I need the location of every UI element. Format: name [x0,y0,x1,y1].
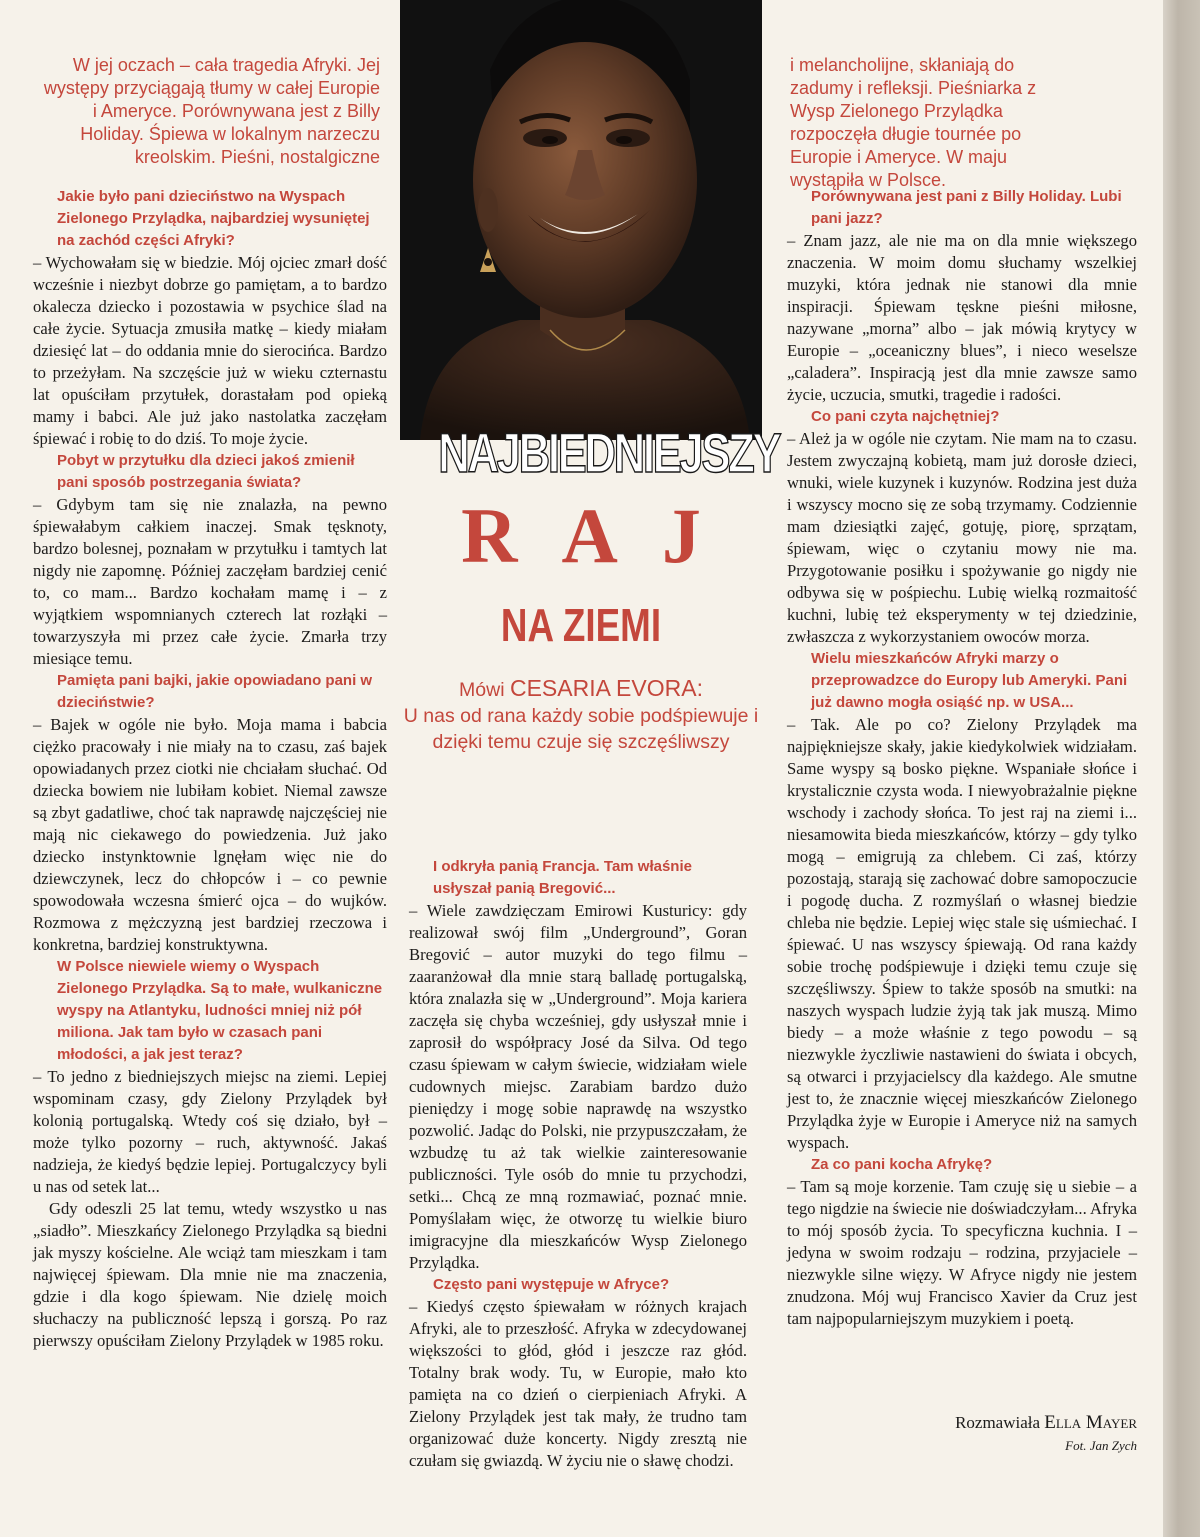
question: Pobyt w przytułku dla dzieci jakoś zmienił pani sposób postrzegania świata? [57,452,355,491]
question: W Polsce niewiele wiemy o Wyspach Zielonego Przylądka. Są to małe, wulkaniczne wyspy na Atlantyku, ludności mniej niż pół miliona. Jak tam było w czasach pani młodości, a jak jest teraz? [57,958,383,1063]
portrait-illustration [400,0,762,440]
headline-bottom: NA ZIEMI [500,599,662,651]
answer: – To jedno z biedniejszych miejsc na ziemi. Lepiej wspominam czasy, gdy Zielony Przylądek był kolonią portugalską. Wtedy coś się działo, był – może tylko pozorny – ruch, aktywność. Jakaś nadzieja, że kiedyś będzie lepiej. Portugalczycy byli u nas od setek lat... [33,1067,387,1196]
headline-main: RAJ [461,492,745,579]
question: Jakie było pani dzieciństwo na Wyspach Zielonego Przylądka, najbardziej wysuniętej na zachód części Afryki? [57,188,370,249]
answer: – Tam są moje korzenie. Tam czuję się u siebie – a tego nigdzie na świecie nie doświadczyłam... Afryka to mój sposób życia. To specyficzna kuchnia. I – jedyna w swoim rodzaju – rodzina, przyjaciele – niezwykle silne więzy. W Afryce nigdy nie jestem znudzona. Mój wuj Francisco Xavier da Cruz jest tam najpopularniejszym muzykiem i poetą. [787,1177,1137,1328]
answer: – Znam jazz, ale nie ma on dla mnie większego znaczenia. W moim domu słuchamy wszelkiej muzyki, która jednak nie stanowi dla mnie inspiracji. Śpiewam tęskne pieśni miłosne, nazywane „morna” albo – jak mówią krytycy w Europie – „oceaniczny blues”, i nieco weselsze „caladera”. Inspiracją jest dla mnie zawsze samo życie, uczucia, smutki, tragedie i radości. [787,231,1137,404]
headline-top: NAJBIEDNIEJSZY [438,421,780,484]
question: Porównywana jest pani z Billy Holiday. Lubi pani jazz? [811,188,1122,227]
subtitle-name: CESARIA EVORA: [509,675,703,701]
column-middle [409,856,747,1472]
question: Za co pani kocha Afrykę? [811,1156,993,1173]
lead-left: W jej oczach – cała tragedia Afryki. Jej występy przyciągają tłumy w całej Europie i Ameryce. Porównywana jest z Billy Holiday. Śpiewa w lokalnym narzeczu kreolskim. Pieśni, nostalgiczne [43,55,380,167]
page-edge [1163,0,1200,1537]
interviewer-signature [787,1411,1137,1435]
answer: – Ależ ja w ogóle nie czytam. Nie mam na to czasu. Jestem zwyczajną kobietą, mam już dorosłe dzieci, wnuki, wiele kuzynek i kuzynów. Rodzina jest duża i wszyscy mocno się ze sobą trzymamy. Codziennie mam dziesiątki zajęć, gotuję, piorę, sprzątam, śpiewam, więc o czytaniu mowy nie ma. Przygotowanie posiłku i spożywanie go nigdy nie odbywa się w pośpiechu. Lubię wielką rozmaitość kuchni, lubię też eksperymenty w tej dziedzinie, zwłaszcza z wykorzystaniem owoców morza. [787,429,1137,646]
question: I odkryła panią Francja. Tam właśnie usłyszał panią Bregović... [433,858,692,897]
column-left [33,186,387,1352]
answer: – Wiele zawdzięczam Emirowi Kusturicy: gdy realizował swój film „Underground”, Goran Bregović – autor muzyki do tego filmu – zaaranżował dla mnie starą balladę portugalską, która znalazła się w „Underground”. Moja kariera zaczęła się chyba wcześniej, gdy usłyszał mnie i zaprosił do współpracy José da Silva. Od tego czasu śpiewam w całym świecie, widziałam wiele cudownych miejsc. Zarabiam bardzo dużo pieniędzy i mogę sobie naprawdę na wszystko pozwolić. Jadąc do Polski, nie przypuszczałam, że wzbudzę tu aż tak wielkie zainteresowanie publiczności. Tyle osób do mnie tu przychodzi, setki... Chcą ze mną rozmawiać, poznać mnie. Pomyślałam więc, że otworzę tu wielkie biuro imigracyjne dla mieszkańców Wysp Zielonego Przylądka. [409,901,747,1272]
answer: – Bajek w ogóle nie było. Moja mama i babcia ciężko pracowały i nie miały na to czasu, zaś bajek opowiadanych przez ciotki nie chciałam słuchać. Od dziecka bowiem nie lubiłam kobiet. Niemal zawsze są zbyt gadatliwe, choć tak naprawdę najczęściej nie mają nic ciekawego do powiedzenia. Już jako dziecko instynktownie lgnęłam więc nie do dziewczynek, lecz do chłopców i – co pewnie spowodowała wczesna śmierć ojca – do wujków. Rozmowa z mężczyzną jest bardziej rzeczowa i konkretna, bardziej konstruktywna. [33,715,387,954]
answer: – Kiedyś często śpiewałam w różnych krajach Afryki, ale to przeszłość. Afryka w zdecydowanej większości to głód, głód i jeszcze raz głód. Totalny brak wody. Tu, w Europie, mało kto pamięta na co dzień o cierpieniach Afryki. A Zielony Przylądek jest tak mały, że trudno tam organizować duże koncerty. Nigdy zresztą nie czułam się gwiazdą. W życiu nie o sławę chodzi. [409,1297,747,1470]
column-right [787,186,1137,1330]
signature-name: Ella Mayer [1044,1412,1137,1433]
question: Często pani występuje w Afryce? [433,1276,670,1293]
answer: – Wychowałam się w biedzie. Mój ojciec zmarł dość wcześnie i niezbyt dobrze go pamiętam, a to bardzo okalecza dziecko i pozostawia w psychice ślad na całe życie. Sytuacja zmusiła matkę – kiedy miałam dziesięć lat – do oddania mnie do sierocińca. Bardzo to przeżyłam. Na szczęście już w wieku czternastu lat opuściłam przytułek, dorastałam pod opieką mamy i babci. Ale już jako nastolatka zaczęłam śpiewać i robię to do dziś. To moje życie. [33,253,387,448]
subtitle-text: U nas od rana każdy sobie podśpiewuje i dzięki temu czuje się szczęśliwszy [403,705,759,753]
subtitle [398,675,764,755]
answer: – Gdybym tam się nie znalazła, na pewno śpiewałabym całkiem inaczej. Smak tęsknoty, bardzo bolesnej, poznałam w przytułku i tamtych lat nigdy nie zapomnę. Później zaczęłam bardziej cenić to, co mam... Bardzo kochałam mamę i – z wyjątkiem wspomnianych czterech lat rozłąki – towarzyszyła mi przez całe życie. Zmarła trzy miesiące temu. [33,495,387,668]
answer: – Tak. Ale po co? Zielony Przylądek ma najpiękniejsze skały, jakie kiedykolwiek widziałam. Same wyspy są bosko piękne. Wspaniałe słońce i krystalicznie czysta woda. I niewyobrażalnie piękne wschody i zachody słońca. To jest raj na ziemi i... niesamowita bieda mieszkańców, którzy – gdy tylko mogą – emigrują za chlebem. Ci zaś, którzy pozostają, starają się zachować dobre samopoczucie i pogodę ducha. Z rozmyślań o własnej biedzie chleba nie będzie. Lepiej więc stale się uśmiechać. I śpiewać. U nas wszyscy śpiewają. Od rana każdy sobie trochę podśpiewuje i dzięki temu czuje się szczęśliwszy. Śpiew to także sposób na smutki: na naszych wyspach ludzie żyją tak jak muszą. Mimo biedy – a może właśnie z tego powodu – są niezwykle życzliwie nastawieni do świata i obcych, są otwarci i przyjacielscy dla każdego. Ale smutne jest to, że znacznie więcej mieszkańców Zielonego Przylądka żyje w Europie i Ameryce niż na samych wyspach. [787,715,1137,1152]
subtitle-prefix: Mówi [459,679,510,701]
portrait-photo [400,0,762,440]
question: Wielu mieszkańców Afryki marzy o przeprowadzce do Europy lub Ameryki. Pani już dawno mogła osiąść np. w USA... [811,650,1128,711]
paragraph: Gdy odeszli 25 lat temu, wtedy wszystko u nas „siadło”. Mieszkańcy Zielonego Przylądka są biedni jak myszy kościelne. Ale wciąż tam mieszkam i tam najwięcej śpiewam. Dla mnie nie ma znaczenia, gdzie i dla kogo śpiewam. Nie dzielę moich słuchaczy na publiczność lepszą i gorszą. Po raz pierwszy opuściłam Zielony Przylądek w 1985 roku. [33,1199,387,1350]
lead-right: i melancholijne, skłaniają do zadumy i refleksji. Pieśniarka z Wysp Zielonego Przylądka rozpoczęła długie tournée po Europie i Ameryce. W maju wystąpiła w Polsce. [790,55,1037,190]
signature-prefix: Rozmawiała [955,1413,1041,1432]
question: Co pani czyta najchętniej? [811,408,1000,425]
question: Pamięta pani bajki, jakie opowiadano pani w dzieciństwie? [57,672,373,711]
photo-credit: Fot. Jan Zych [1065,1438,1137,1453]
